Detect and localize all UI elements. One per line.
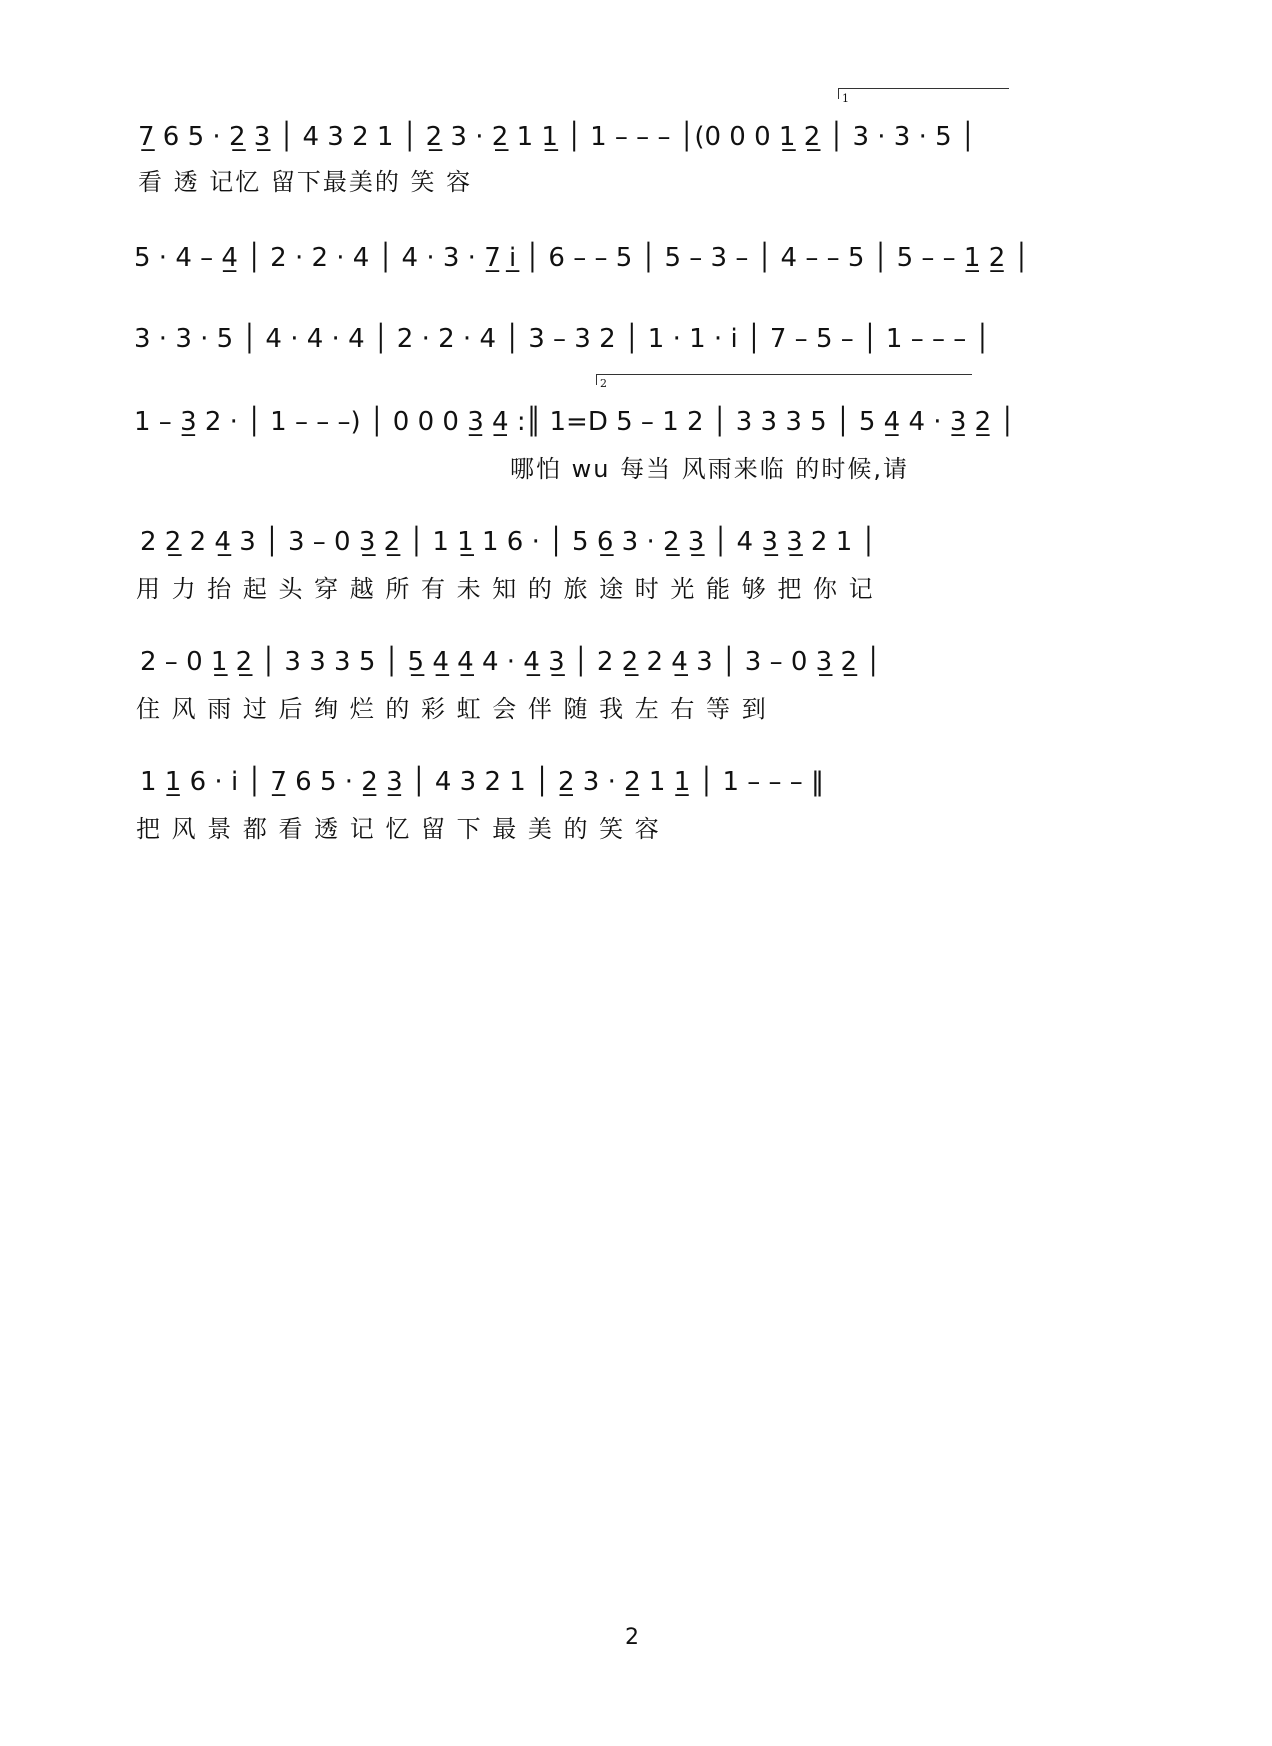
notation-text: 5 · 4 – 4̲ │ 2 · 2 · 4 │ 4 · 3 · 7̲ i̲̇ │ 6 – – 5 │ 5 – 3 – │ 4 – – 5 │ 5 – – 1̲ 2̲ │: [134, 243, 1030, 273]
lyric-text: 把 风 景 都 看 透 记 忆 留 下 最 美 的 笑 容: [136, 815, 661, 843]
notation-text: 1 – 3̲ 2 · │ 1 – – –) │ 0 0 0 3̲ 4̲ :║ 1=D 5 – 1 2 │ 3 3 3 5 │ 5 4̲ 4 · 3̲ 2̲ │: [134, 407, 1016, 437]
notation-text: 2 – 0 1̲ 2̲ │ 3 3 3 5 │ 5̲ 4̲ 4̲ 4 · 4̲ 3̲ │ 2 2̲ 2 4̲ 3 │ 3 – 0 3̲ 2̲ │: [140, 647, 881, 677]
notation-text: 1 1̲ 6 · i̇ │ 7̲ 6 5 · 2̲ 3̲ │ 4 3 2 1 │ 2̲ 3 · 2̲ 1 1̲ │ 1 – – – ‖: [140, 767, 825, 797]
notation-text: 7̲ 6 5 · 2̲ 3̲ │ 4 3 2 1 │ 2̲ 3 · 2̲ 1 1̲ │ 1 – – – │(0 0 0 1̲ 2̲ │ 3 · 3 · 5 │: [138, 122, 976, 152]
page-number: 2: [625, 1625, 639, 1650]
lyric-text: 用 力 抬 起 头 穿 越 所 有 未 知 的 旅 途 时 光 能 够 把 你 记: [136, 575, 875, 603]
notation-text: 3 · 3 · 5 │ 4 · 4 · 4 │ 2 · 2 · 4 │ 3 – 3 2 │ 1 · 1 · i̇ │ 7 – 5 – │ 1 – – – │: [134, 324, 991, 354]
lyric-text: 住 风 雨 过 后 绚 烂 的 彩 虹 会 伴 随 我 左 右 等 到: [136, 695, 768, 723]
volta-2-bracket: [596, 374, 972, 385]
volta-1-bracket: [838, 88, 1009, 99]
lyric-text: 看 透 记忆 留下最美的 笑 容: [138, 168, 473, 196]
volta-2-number: 2: [600, 377, 607, 390]
notation-text: 2 2̲ 2 4̲ 3 │ 3 – 0 3̲ 2̲ │ 1 1̲ 1 6 · │ 5 6̲ 3 · 2̲ 3̲ │ 4 3̲ 3̲ 2 1 │: [140, 527, 877, 557]
lyric-text: 哪怕 wu 每当 风雨来临 的时候,请: [510, 455, 909, 483]
volta-1-number: 1: [842, 92, 849, 105]
